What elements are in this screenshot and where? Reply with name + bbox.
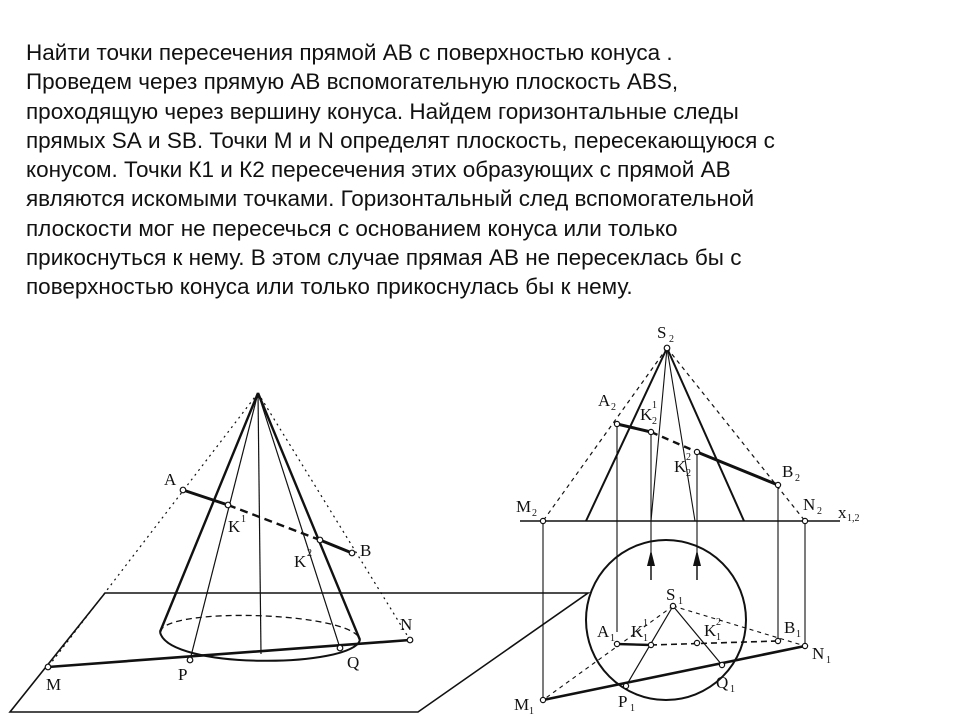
text-line-1: Найти точки пересечения прямой АВ с поверхностью конуса .: [26, 40, 673, 65]
label-M2-sub: 2: [532, 508, 537, 519]
generatrix-S2-K22: [667, 348, 695, 521]
generatrix-S2-K12: [651, 348, 667, 521]
label-A: A: [164, 470, 177, 489]
label-K21-sup: 2: [716, 617, 721, 628]
line-A2B2-solid-end: [697, 452, 778, 485]
label-B1: B: [784, 618, 796, 637]
line-S2M2: [543, 348, 667, 521]
label-M1: M: [514, 695, 530, 714]
label-B: B: [360, 541, 372, 560]
label-M: M: [46, 675, 62, 694]
text-line-7: плоскости мог не пересечься с основанием конуса или только: [26, 215, 678, 241]
label-P1-sub: 1: [630, 703, 635, 714]
label-S2: S: [657, 323, 667, 342]
label-K2: K: [294, 552, 307, 571]
text-line-2: Проведем через прямую АВ вспомогательную плоскость АВS,: [26, 69, 679, 95]
label-N2-sub: 2: [817, 506, 822, 517]
line-A2B2-solid: [617, 424, 651, 432]
label-M2: M: [516, 497, 532, 516]
label-K12-sub: 2: [652, 416, 657, 427]
label-x12-sub: 1,2: [847, 513, 860, 524]
label-A1-sub: 1: [610, 633, 615, 644]
label-A2: A: [598, 391, 611, 410]
label-K21-sub: 1: [716, 632, 721, 643]
label-K1: K: [228, 517, 241, 536]
line-A1B1-dashed: [651, 641, 778, 645]
label-K12: K: [640, 405, 653, 424]
label-B2-sub: 2: [795, 473, 800, 484]
line-S2N2: [667, 348, 805, 521]
label-N1-sub: 1: [826, 655, 831, 666]
label-Q: Q: [347, 653, 360, 672]
label-N: N: [400, 615, 413, 634]
label-B2: B: [782, 462, 794, 481]
label-K22: K: [674, 457, 687, 476]
label-P1: P: [618, 692, 628, 711]
label-S1-sub: 1: [678, 596, 683, 607]
label-A1: A: [597, 622, 610, 641]
label-K12-sup: 1: [652, 400, 657, 411]
label-x12: x: [838, 503, 847, 522]
label-M1-sub: 1: [529, 706, 534, 717]
label-S1: S: [666, 585, 676, 604]
label-K1-sup: 1: [241, 514, 246, 525]
text-line-5: конусом. Точки К1 и К2 пересечения этих образующих с прямой АВ: [26, 157, 731, 183]
label-N2: N: [803, 495, 816, 514]
cone-front-right: [667, 348, 744, 521]
label-S2-sub: 2: [669, 334, 674, 345]
text-line-6: являются искомыми точками. Горизонтальный след вспомогательной: [26, 186, 755, 212]
label-A2-sub: 2: [611, 402, 616, 413]
label-K21: K: [704, 621, 717, 640]
label-Q1-sub: 1: [730, 684, 735, 695]
label-K11: K: [631, 622, 644, 641]
text-line-3: проходящую через вершину конуса. Найдем горизонтальные следы: [26, 98, 739, 124]
label-P: P: [178, 665, 188, 684]
trace-M1N1: [543, 646, 805, 700]
label-N1: N: [812, 644, 825, 663]
text-line-8: прикоснуться к нему. В этом случае прямая АВ не пересеклась бы с: [26, 245, 742, 271]
label-K2-sup: 2: [307, 548, 312, 559]
label-Q1: Q: [716, 673, 729, 692]
line-A1B1-solid: [617, 644, 651, 645]
label-K11-sub: 1: [643, 633, 648, 644]
label-K22-sub: 2: [686, 468, 691, 479]
text-line-4: прямых SА и SВ. Точки М и N определят плоскость, пересекающуюся с: [26, 127, 775, 153]
label-B1-sub: 1: [796, 629, 801, 640]
text-line-9: поверхностью конуса или только прикоснулась бы к нему.: [26, 274, 633, 300]
label-K11-sup: 1: [643, 618, 648, 629]
label-K22-sup: 2: [686, 452, 691, 463]
